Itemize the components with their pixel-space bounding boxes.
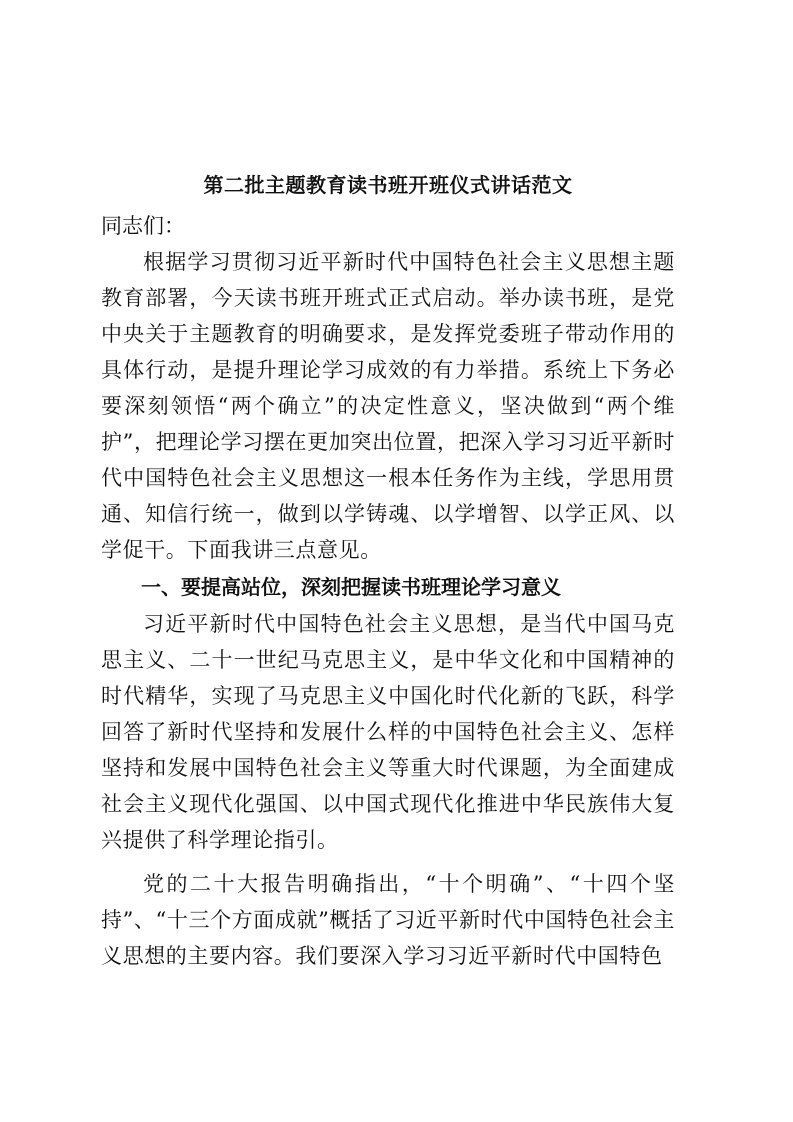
section1-paragraph-2: 党的二十大报告明确指出，“十个明确”、“十四个坚持”、“十三个方面成就”概括了习近平新时代中国特色社会主义思想的主要内容。我们要深入学习习近平新时代中国特色: [101, 872, 676, 968]
intro-paragraph: 根据学习贯彻习近平新时代中国特色社会主义思想主题教育部署，今天读书班开班式正式启动。举办读书班，是党中央关于主题教育的明确要求，是发挥党委班子带动作用的具体行动，是提升理论学习成效的有力举措。系统上下务必要深刻领悟“两个确立”的决定性意义，坚决做到“两个维护”，把理论学习摆在更加突出位置，把深入学习习近平新时代中国特色社会主义思想这一根本任务作为主线，学思用贯通、知信行统一，做到以学铸魂、以学增智、以学正风、以学促干。下面我讲三点意见。: [101, 250, 675, 562]
section1-paragraph-1: 习近平新时代中国特色社会主义思想，是当代中国马克思主义、二十一世纪马克思主义，是中华文化和中国精神的时代精华，实现了马克思主义中国化时代化新的飞跃，科学回答了新时代坚持和发展什么样的中国特色社会主义、怎样坚持和发展中国特色社会主义等重大时代课题，为全面建成社会主义现代化强国、以中国式现代化推进中华民族伟大复兴提供了科学理论指引。: [101, 612, 675, 852]
document-body: [101, 166, 675, 974]
document-title: 第二批主题教育读书班开班仪式讲话范文: [203, 173, 573, 197]
salutation: 同志们：: [101, 214, 185, 238]
section-heading-1: 一、要提高站位，深刻把握读书班理论学习意义: [141, 575, 561, 599]
